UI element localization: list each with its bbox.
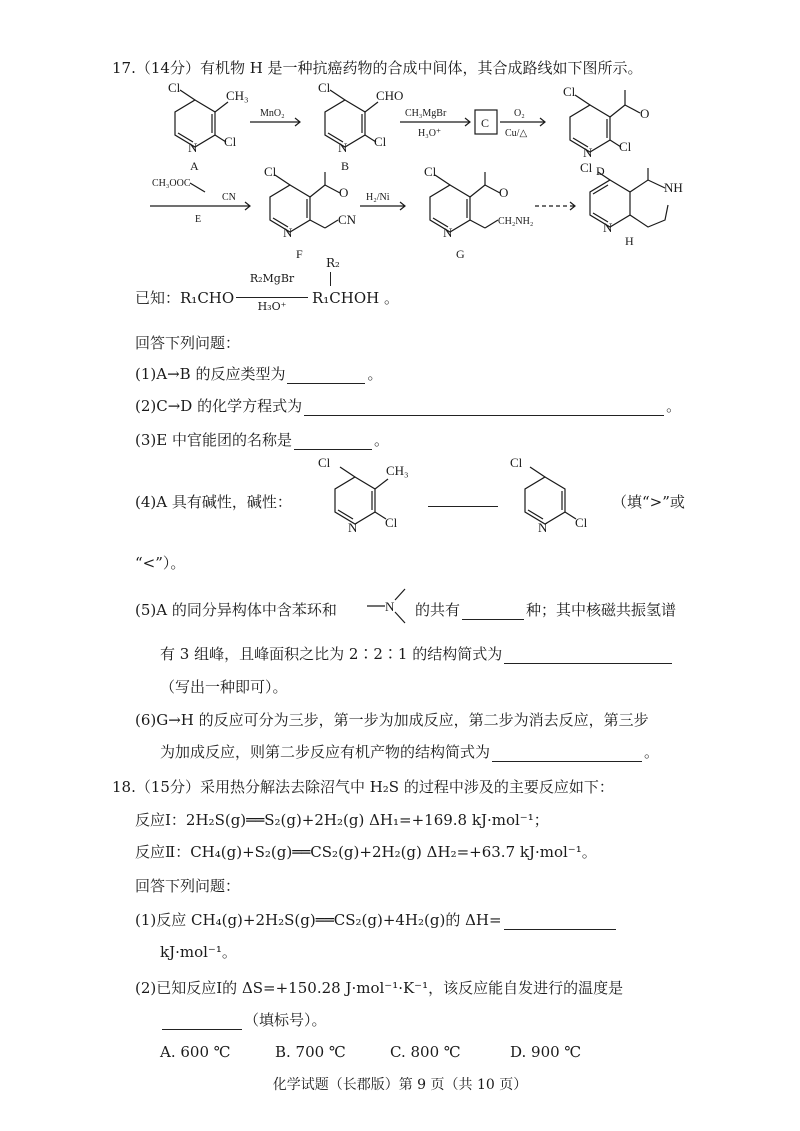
label-a: A [190, 159, 199, 173]
reagent-h2ni: H₂/Ni [366, 192, 390, 203]
q17-answer-intro: 回答下列问题： [135, 334, 241, 352]
q17-p6-line2 [160, 742, 659, 762]
page-footer: 化学试题（长郡版）第 9 页（共 10 页） [272, 1077, 528, 1093]
reagent-ch3mgbr: CH₃MgBr [405, 108, 447, 119]
q17-p1-text: (1)A→B 的反应类型为 [135, 365, 286, 383]
reagent-mno2: MnO₂ [260, 108, 285, 119]
g-cl: Cl [424, 164, 437, 179]
known-below: H₃O⁺ [257, 300, 287, 313]
p4-a-ch3: CH₃ [386, 463, 409, 478]
d-cl-top: Cl [563, 84, 576, 99]
q17-p4-line2: “<”）。 [135, 554, 186, 572]
b-n: N [338, 140, 348, 155]
q17-p2 [135, 396, 681, 416]
q17-header: 17.（14分）有机物 H 是一种抗癌药物的合成中间体，其合成路线如下图所示。 [112, 59, 643, 77]
f-cl: Cl [264, 164, 277, 179]
q18-p2-post: （填标号）。 [244, 1011, 327, 1029]
known-right-text: R₁CHOH [312, 289, 380, 307]
q17-p6-blank[interactable] [492, 745, 642, 762]
q17-p5-blank1[interactable] [462, 603, 524, 620]
a-cl-right: Cl [224, 134, 237, 149]
g-n: N [443, 225, 453, 240]
label-b: B [341, 159, 350, 173]
q17-p5-mid-text: 的共有 [415, 601, 461, 619]
q17-p4-post: （填“>”或 [612, 493, 685, 511]
known-r2: R₂ [326, 256, 340, 270]
reagent-e-cn: CN [222, 192, 236, 203]
q18-r1: 反应Ⅰ：2H₂S(g)══S₂(g)+2H₂(g) ΔH₁=+169.8 kJ·mol⁻¹； [135, 811, 549, 829]
q18-r2: 反应Ⅱ：CH₄(g)+S₂(g)══CS₂(g)+2H₂(g) ΔH₂=+63.7 kJ·mol⁻¹。 [135, 843, 597, 861]
known-end: 。 [384, 289, 400, 307]
b-cho: CHO [376, 88, 404, 103]
q17-p3-end: 。 [373, 431, 389, 449]
reagent-cu: Cu/△ [505, 128, 528, 139]
q18-option-a[interactable]: A. 600 ℃ [160, 1043, 231, 1061]
label-d: D [596, 164, 605, 178]
p4-b-cl-top: Cl [510, 455, 523, 470]
label-h: H [625, 234, 634, 248]
q18-option-c[interactable]: C. 800 ℃ [390, 1043, 461, 1061]
q18-option-d[interactable]: D. 900 ℃ [510, 1043, 582, 1061]
d-n: N [583, 145, 593, 160]
q17-p5-mid [415, 600, 676, 620]
q17-p5-blank2[interactable] [504, 647, 672, 664]
known-arrow [236, 297, 308, 298]
p4-a-cl-right: Cl [385, 515, 398, 530]
a-n: N [188, 140, 198, 155]
h-n: N [603, 220, 613, 235]
label-c: C [481, 116, 490, 130]
f-o: O [339, 185, 349, 200]
q17-p2-blank[interactable] [304, 399, 664, 416]
a-ch3: CH₃ [226, 88, 249, 103]
label-f: F [296, 247, 303, 261]
q18-header: 18.（15分）采用热分解法去除沼气中 H₂S 的过程中涉及的主要反应如下： [112, 778, 614, 796]
synthesis-scheme [0, 80, 800, 340]
reagent-h3o: H₃O⁺ [418, 128, 442, 139]
known-prefix [135, 288, 234, 308]
q17-p6-line1: (6)G→H 的反应可分为三步，第一步为加成反应，第二步为消去反应，第三步 [135, 711, 649, 729]
g-ch2nh2: CH₂NH₂ [498, 216, 534, 227]
known-left: R₁CHO [180, 289, 235, 307]
d-o: O [640, 106, 650, 121]
p4-a-n: N [348, 520, 358, 535]
b-cl-right: Cl [374, 134, 387, 149]
q18-p1-text: (1)反应 CH₄(g)+2H₂S(g)══CS₂(g)+4H₂(g)的 ΔH= [135, 911, 502, 929]
q18-answer-intro: 回答下列问题： [135, 877, 241, 895]
q18-p2-line2 [160, 1010, 327, 1030]
q17-p1-blank[interactable] [287, 367, 365, 384]
f-cn: CN [338, 212, 357, 227]
reagent-e-formula: CH₃OOC [152, 178, 191, 189]
h-cl: Cl [580, 160, 593, 175]
b-cl-top: Cl [318, 80, 331, 95]
known-above: R₂MgBr [249, 272, 295, 285]
g-o: O [499, 185, 509, 200]
q17-p1-end: 。 [367, 365, 383, 383]
q18-p2-text: (2)已知反应Ⅰ的 ΔS=+150.28 J·mol⁻¹·K⁻¹，该反应能自发进行的温度是 [135, 979, 624, 997]
q17-p5-line2-text: 有 3 组峰，且峰面积之比为 2∶2∶1 的结构简式为 [160, 645, 503, 663]
label-e: E [195, 214, 202, 225]
p4-a-cl-top: Cl [318, 455, 331, 470]
q17-p6-line2-text: 为加成反应，则第二步反应有机产物的结构简式为 [160, 743, 491, 761]
q17-p4-blank[interactable] [428, 506, 498, 507]
n-group-n: N [385, 599, 395, 614]
q17-p3-text: (3)E 中官能团的名称是 [135, 431, 292, 449]
reagent-o2: O₂ [514, 108, 525, 119]
q17-p4-text: (4)A 具有碱性，碱性： [135, 493, 292, 511]
h-nh: NH [664, 180, 683, 195]
q17-p3 [135, 430, 389, 450]
q17-p5-line3: （写出一种即可）。 [160, 678, 288, 696]
a-cl-top: Cl [168, 80, 181, 95]
q18-p1 [135, 910, 618, 930]
p4-b-cl-right: Cl [575, 515, 588, 530]
q18-p1-line2: kJ·mol⁻¹。 [160, 943, 237, 961]
q17-p3-blank[interactable] [294, 433, 372, 450]
q17-p5-post: 种；其中核磁共振氢谱 [526, 601, 677, 619]
label-g: G [456, 247, 465, 261]
d-cl-right: Cl [619, 139, 632, 154]
q17-p6-end: 。 [644, 743, 660, 761]
q17-p5 [135, 600, 337, 620]
q18-p2-blank[interactable] [162, 1013, 242, 1030]
known-right [312, 288, 399, 308]
q17-p1 [135, 364, 382, 384]
q17-p5-text: (5)A 的同分异构体中含苯环和 [135, 601, 337, 619]
q17-p2-text: (2)C→D 的化学方程式为 [135, 397, 303, 415]
q17-p2-end: 。 [666, 397, 682, 415]
q18-option-b[interactable]: B. 700 ℃ [275, 1043, 346, 1061]
p4-b-n: N [538, 520, 548, 535]
q18-p1-blank[interactable] [504, 913, 616, 930]
f-n: N [283, 225, 293, 240]
known-bond [330, 272, 331, 286]
known-prefix-text: 已知： [135, 289, 181, 307]
q17-p5-line2 [160, 644, 674, 664]
